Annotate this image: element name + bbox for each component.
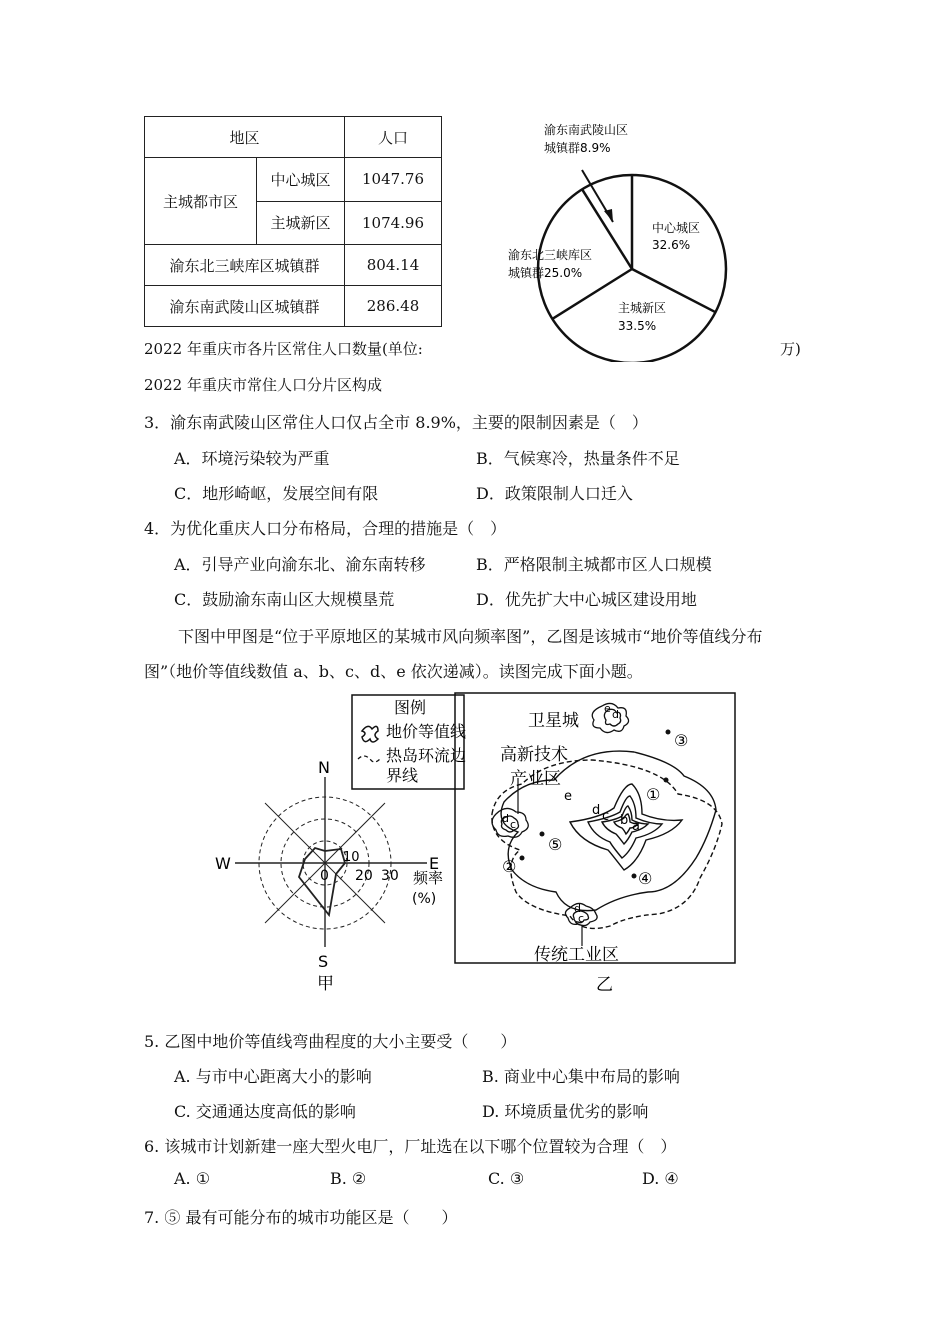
map-letter-c-hitech: c bbox=[510, 818, 517, 831]
question-5-option-b[interactable]: B. 商业中心集中布局的影响 bbox=[482, 1067, 680, 1086]
table-cell-value: 286.48 bbox=[345, 286, 442, 327]
wind-tick-20: 20 bbox=[355, 868, 373, 884]
legend-isoline-label: 地价等值线 bbox=[386, 722, 467, 741]
map-letter-b: b bbox=[620, 813, 629, 828]
population-pie-chart bbox=[500, 110, 740, 362]
pie-label-center-1: 中心城区 bbox=[652, 221, 701, 235]
wind-freq-unit: (%) bbox=[412, 891, 437, 907]
marker-dot-1 bbox=[664, 778, 669, 783]
marker-1: ① bbox=[646, 785, 661, 804]
marker-3: ③ bbox=[674, 731, 689, 750]
pie-label-south-1: 渝东南武陵山区 bbox=[544, 123, 629, 137]
map-letter-d-hitech: d bbox=[502, 812, 509, 825]
marker-5: ⑤ bbox=[548, 835, 563, 854]
table-caption-unit: 万) bbox=[780, 340, 801, 358]
population-table bbox=[144, 116, 442, 327]
map-label-satellite: 卫星城 bbox=[528, 711, 579, 731]
question-7-stem: 7. ⑤ 最有可能分布的城市功能区是（ ） bbox=[144, 1208, 458, 1227]
table-header-region: 地区 bbox=[145, 117, 345, 158]
map-letter-d: d bbox=[592, 803, 601, 818]
table-cell-value: 1074.96 bbox=[345, 201, 442, 245]
table-cell-value: 804.14 bbox=[345, 245, 442, 286]
table-cell-name: 渝东南武陵山区城镇群 bbox=[145, 286, 345, 327]
map-letter-e-satellite: e bbox=[604, 702, 611, 715]
intro-line-2: 图”（地价等值线数值 a、b、c、d、e 依次递减）。读图完成下面小题。 bbox=[144, 662, 643, 681]
question-6-stem: 6. 该城市计划新建一座大型火电厂，厂址选在以下哪个位置较为合理（ ） bbox=[144, 1137, 677, 1156]
pie-caption: 2022 年重庆市常住人口分片区构成 bbox=[144, 376, 382, 394]
table-header-pop: 人口 bbox=[345, 117, 442, 158]
question-4-option-d[interactable]: D．优先扩大中心城区建设用地 bbox=[476, 590, 697, 609]
map-letter-d-industrial: d bbox=[574, 902, 581, 915]
map-letter-d-satellite: d bbox=[612, 708, 619, 721]
question-6-option-a[interactable]: A. ① bbox=[174, 1169, 211, 1188]
map-letter-a: a bbox=[632, 819, 640, 834]
question-4-stem: 4．为优化重庆人口分布格局，合理的措施是（ ） bbox=[144, 519, 507, 538]
question-6-option-b[interactable]: B. ② bbox=[330, 1169, 367, 1188]
question-5-stem: 5. 乙图中地价等值线弯曲程度的大小主要受（ ） bbox=[144, 1032, 517, 1051]
table-caption: 2022 年重庆市各片区常住人口数量(单位: bbox=[144, 340, 423, 358]
wind-label-w: W bbox=[215, 854, 231, 873]
wind-figure-label: 甲 bbox=[317, 974, 334, 994]
question-6-option-d[interactable]: D. ④ bbox=[642, 1169, 679, 1188]
table-cell-name: 渝东北三峡库区城镇群 bbox=[145, 245, 345, 286]
table-cell-value: 1047.76 bbox=[345, 158, 442, 202]
pie-label-south-2: 城镇群8.9% bbox=[544, 141, 611, 155]
wind-tick-0: 0 bbox=[320, 868, 329, 884]
map-frame bbox=[455, 693, 735, 963]
question-5-option-d[interactable]: D. 环境质量优劣的影响 bbox=[482, 1102, 649, 1121]
marker-dot-5 bbox=[540, 832, 545, 837]
wind-label-e: E bbox=[429, 854, 440, 873]
map-letter-e: e bbox=[564, 789, 572, 804]
table-cell-name: 中心城区 bbox=[257, 158, 345, 202]
table-main-group: 主城都市区 bbox=[145, 158, 257, 245]
map-label-industrial: 传统工业区 bbox=[534, 945, 619, 965]
question-4-option-b[interactable]: B．严格限制主城都市区人口规模 bbox=[476, 555, 712, 574]
map-letter-c: c bbox=[602, 809, 610, 824]
map-legend bbox=[350, 693, 468, 793]
pie-label-north-2: 城镇群25.0% bbox=[508, 266, 583, 280]
map-letter-c-industrial: c bbox=[578, 912, 585, 925]
wind-tick-30: 30 bbox=[381, 868, 399, 884]
wind-label-s: S bbox=[318, 952, 329, 971]
marker-dot-2 bbox=[520, 856, 525, 861]
marker-dot-3 bbox=[666, 730, 671, 735]
legend-title: 图例 bbox=[394, 698, 427, 717]
question-3-option-c[interactable]: C．地形崎岖，发展空间有限 bbox=[174, 484, 379, 503]
map-figure-label: 乙 bbox=[596, 975, 613, 995]
question-3-option-d[interactable]: D．政策限制人口迁入 bbox=[476, 484, 633, 503]
legend-heat-label-2: 界线 bbox=[386, 766, 419, 785]
pie-label-newarea-1: 主城新区 bbox=[618, 301, 667, 315]
question-6-option-c[interactable]: C. ③ bbox=[488, 1169, 525, 1188]
question-4-option-a[interactable]: A．引导产业向渝东北、渝东南转移 bbox=[174, 555, 426, 574]
table-cell-name: 主城新区 bbox=[257, 201, 345, 245]
marker-4: ④ bbox=[638, 869, 653, 888]
map-label-hitech-1: 高新技术 bbox=[500, 745, 568, 765]
pie-pointer-arrowhead bbox=[604, 209, 613, 222]
land-price-map bbox=[452, 690, 737, 995]
question-5-option-a[interactable]: A. 与市中心距离大小的影响 bbox=[174, 1067, 372, 1086]
pie-label-newarea-2: 33.5% bbox=[618, 319, 657, 333]
wind-tick-10: 10 bbox=[343, 850, 360, 865]
marker-2: ② bbox=[502, 857, 517, 876]
question-4-option-c[interactable]: C．鼓励渝东南山区大规模垦荒 bbox=[174, 590, 395, 609]
intro-line-1: 下图中甲图是“位于平原地区的某城市风向频率图”，乙图是该城市“地价等值线分布 bbox=[178, 627, 763, 646]
question-5-option-c[interactable]: C. 交通通达度高低的影响 bbox=[174, 1102, 356, 1121]
marker-dot-4 bbox=[632, 874, 637, 879]
question-3-stem: 3．渝东南武陵山区常住人口仅占全市 8.9%，主要的限制因素是（ ） bbox=[144, 413, 648, 432]
map-label-hitech-2: 产业区 bbox=[510, 769, 561, 789]
question-3-option-b[interactable]: B．气候寒冷，热量条件不足 bbox=[476, 449, 680, 468]
wind-label-n: N bbox=[318, 758, 330, 777]
pie-label-north-1: 渝东北三峡库区 bbox=[508, 248, 593, 262]
question-3-option-a[interactable]: A．环境污染较为严重 bbox=[174, 449, 330, 468]
legend-heat-label-1: 热岛环流边 bbox=[386, 746, 467, 765]
pie-label-center-2: 32.6% bbox=[652, 238, 691, 252]
wind-freq-label: 频率 bbox=[413, 869, 444, 887]
